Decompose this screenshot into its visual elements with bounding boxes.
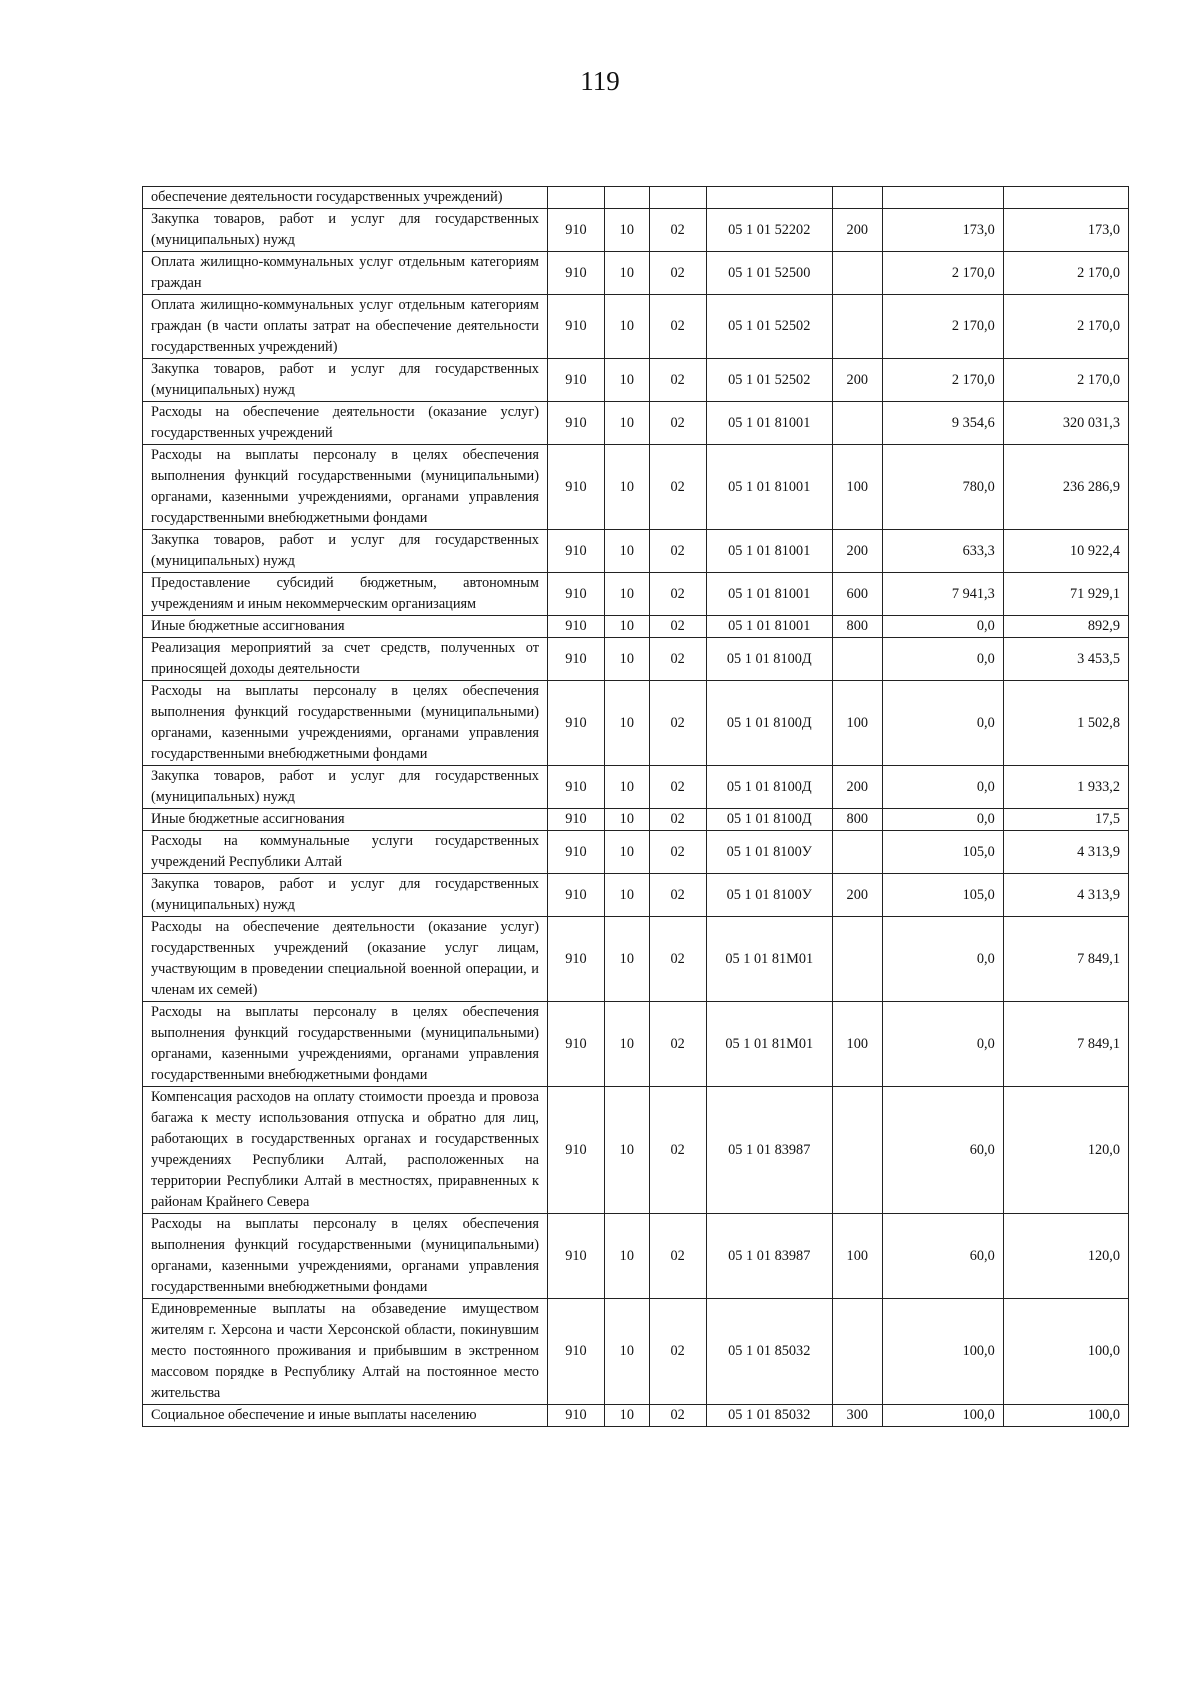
row-expense-type-cell xyxy=(832,831,882,874)
row-name-cell: Иные бюджетные ассигнования xyxy=(143,809,548,831)
row-name-cell: Расходы на выплаты персоналу в целях обеспечения выполнения функций государственными (муниципальными) органами, казенными учреждениями, органами управления государственными внебюджетными фондами xyxy=(143,445,548,530)
row-section-cell: 10 xyxy=(604,402,649,445)
row-amount-1-cell: 0,0 xyxy=(882,1002,1003,1087)
row-target-code-cell: 05 1 01 85032 xyxy=(706,1405,832,1427)
table-row xyxy=(143,573,1129,616)
row-subsection-cell: 02 xyxy=(649,295,706,359)
row-name-cell: Оплата жилищно-коммунальных услуг отдельным категориям граждан (в части оплаты затрат на обеспечение деятельности государственных учреждений) xyxy=(143,295,548,359)
row-section-cell: 10 xyxy=(604,681,649,766)
row-amount-1-cell: 2 170,0 xyxy=(882,252,1003,295)
row-subsection-cell: 02 xyxy=(649,766,706,809)
row-target-code-cell: 05 1 01 8100Д xyxy=(706,809,832,831)
row-amount-1-cell: 2 170,0 xyxy=(882,359,1003,402)
row-grbs-cell: 910 xyxy=(547,445,604,530)
row-target-code-cell: 05 1 01 52500 xyxy=(706,252,832,295)
row-target-code-cell: 05 1 01 81М01 xyxy=(706,1002,832,1087)
table-row xyxy=(143,766,1129,809)
row-subsection-cell: 02 xyxy=(649,1299,706,1405)
row-expense-type-cell: 200 xyxy=(832,874,882,917)
row-grbs-cell: 910 xyxy=(547,295,604,359)
row-target-code-cell: 05 1 01 8100Д xyxy=(706,766,832,809)
row-amount-1-cell: 105,0 xyxy=(882,874,1003,917)
row-subsection-cell: 02 xyxy=(649,1214,706,1299)
row-subsection-cell: 02 xyxy=(649,402,706,445)
row-section-cell: 10 xyxy=(604,530,649,573)
row-grbs-cell: 910 xyxy=(547,831,604,874)
row-expense-type-cell xyxy=(832,1299,882,1405)
row-section-cell: 10 xyxy=(604,1299,649,1405)
row-amount-1-cell: 60,0 xyxy=(882,1214,1003,1299)
row-amount-1-cell: 780,0 xyxy=(882,445,1003,530)
row-amount-2-cell: 2 170,0 xyxy=(1003,359,1128,402)
row-subsection-cell: 02 xyxy=(649,917,706,1002)
row-expense-type-cell xyxy=(832,187,882,209)
row-name-cell: обеспечение деятельности государственных учреждений) xyxy=(143,187,548,209)
row-amount-2-cell: 173,0 xyxy=(1003,209,1128,252)
row-amount-2-cell: 320 031,3 xyxy=(1003,402,1128,445)
row-subsection-cell: 02 xyxy=(649,874,706,917)
row-subsection-cell xyxy=(649,187,706,209)
table-row xyxy=(143,295,1129,359)
table-row xyxy=(143,359,1129,402)
row-name-cell: Расходы на обеспечение деятельности (оказание услуг) государственных учреждений xyxy=(143,402,548,445)
row-subsection-cell: 02 xyxy=(649,638,706,681)
row-amount-2-cell: 71 929,1 xyxy=(1003,573,1128,616)
row-name-cell: Расходы на выплаты персоналу в целях обеспечения выполнения функций государственными (муниципальными) органами, казенными учреждениями, органами управления государственными внебюджетными фондами xyxy=(143,1002,548,1087)
row-grbs-cell: 910 xyxy=(547,573,604,616)
row-amount-2-cell: 892,9 xyxy=(1003,616,1128,638)
row-amount-2-cell: 236 286,9 xyxy=(1003,445,1128,530)
row-amount-1-cell: 9 354,6 xyxy=(882,402,1003,445)
row-amount-1-cell: 0,0 xyxy=(882,766,1003,809)
row-section-cell: 10 xyxy=(604,252,649,295)
row-expense-type-cell: 200 xyxy=(832,766,882,809)
row-section-cell: 10 xyxy=(604,209,649,252)
row-name-cell: Закупка товаров, работ и услуг для государственных (муниципальных) нужд xyxy=(143,359,548,402)
row-amount-2-cell: 2 170,0 xyxy=(1003,252,1128,295)
row-grbs-cell: 910 xyxy=(547,638,604,681)
row-name-cell: Расходы на обеспечение деятельности (оказание услуг) государственных учреждений (оказание услуг лицам, участвующим в проведении специальной военной операции, и членам их семей) xyxy=(143,917,548,1002)
row-subsection-cell: 02 xyxy=(649,445,706,530)
table-row xyxy=(143,402,1129,445)
row-amount-2-cell: 100,0 xyxy=(1003,1405,1128,1427)
row-expense-type-cell xyxy=(832,252,882,295)
row-subsection-cell: 02 xyxy=(649,573,706,616)
row-target-code-cell: 05 1 01 83987 xyxy=(706,1214,832,1299)
table-row xyxy=(143,831,1129,874)
row-expense-type-cell: 100 xyxy=(832,681,882,766)
row-section-cell: 10 xyxy=(604,831,649,874)
row-expense-type-cell: 200 xyxy=(832,530,882,573)
row-section-cell: 10 xyxy=(604,616,649,638)
table-row xyxy=(143,616,1129,638)
row-name-cell: Расходы на коммунальные услуги государственных учреждений Республики Алтай xyxy=(143,831,548,874)
row-name-cell: Социальное обеспечение и иные выплаты населению xyxy=(143,1405,548,1427)
row-amount-2-cell: 1 933,2 xyxy=(1003,766,1128,809)
row-grbs-cell: 910 xyxy=(547,681,604,766)
row-amount-1-cell: 105,0 xyxy=(882,831,1003,874)
row-grbs-cell: 910 xyxy=(547,874,604,917)
row-grbs-cell: 910 xyxy=(547,402,604,445)
row-target-code-cell: 05 1 01 8100У xyxy=(706,874,832,917)
row-amount-2-cell: 2 170,0 xyxy=(1003,295,1128,359)
row-expense-type-cell xyxy=(832,1087,882,1214)
row-amount-1-cell: 0,0 xyxy=(882,681,1003,766)
table-row xyxy=(143,809,1129,831)
row-amount-1-cell xyxy=(882,187,1003,209)
row-amount-2-cell xyxy=(1003,187,1128,209)
row-grbs-cell: 910 xyxy=(547,1214,604,1299)
row-grbs-cell: 910 xyxy=(547,1405,604,1427)
row-subsection-cell: 02 xyxy=(649,681,706,766)
row-amount-2-cell: 7 849,1 xyxy=(1003,1002,1128,1087)
row-target-code-cell: 05 1 01 81001 xyxy=(706,573,832,616)
row-name-cell: Иные бюджетные ассигнования xyxy=(143,616,548,638)
row-section-cell: 10 xyxy=(604,1002,649,1087)
row-amount-1-cell: 0,0 xyxy=(882,917,1003,1002)
row-target-code-cell: 05 1 01 85032 xyxy=(706,1299,832,1405)
table-row xyxy=(143,638,1129,681)
row-subsection-cell: 02 xyxy=(649,252,706,295)
row-expense-type-cell xyxy=(832,638,882,681)
row-name-cell: Закупка товаров, работ и услуг для государственных (муниципальных) нужд xyxy=(143,209,548,252)
row-grbs-cell: 910 xyxy=(547,359,604,402)
row-amount-2-cell: 120,0 xyxy=(1003,1087,1128,1214)
row-target-code-cell: 05 1 01 81001 xyxy=(706,530,832,573)
row-target-code-cell: 05 1 01 81001 xyxy=(706,402,832,445)
row-expense-type-cell: 100 xyxy=(832,1214,882,1299)
row-expense-type-cell: 300 xyxy=(832,1405,882,1427)
row-section-cell: 10 xyxy=(604,359,649,402)
row-grbs-cell: 910 xyxy=(547,209,604,252)
row-amount-1-cell: 2 170,0 xyxy=(882,295,1003,359)
table-row xyxy=(143,681,1129,766)
row-amount-1-cell: 173,0 xyxy=(882,209,1003,252)
row-target-code-cell: 05 1 01 8100Д xyxy=(706,638,832,681)
row-subsection-cell: 02 xyxy=(649,1405,706,1427)
table-row xyxy=(143,1002,1129,1087)
row-subsection-cell: 02 xyxy=(649,831,706,874)
row-target-code-cell: 05 1 01 81М01 xyxy=(706,917,832,1002)
row-grbs-cell: 910 xyxy=(547,252,604,295)
row-subsection-cell: 02 xyxy=(649,359,706,402)
row-target-code-cell: 05 1 01 8100У xyxy=(706,831,832,874)
table-row xyxy=(143,530,1129,573)
row-amount-2-cell: 7 849,1 xyxy=(1003,917,1128,1002)
row-grbs-cell: 910 xyxy=(547,766,604,809)
row-target-code-cell xyxy=(706,187,832,209)
row-amount-2-cell: 17,5 xyxy=(1003,809,1128,831)
row-grbs-cell xyxy=(547,187,604,209)
row-grbs-cell: 910 xyxy=(547,530,604,573)
row-target-code-cell: 05 1 01 52502 xyxy=(706,359,832,402)
row-grbs-cell: 910 xyxy=(547,1002,604,1087)
row-name-cell: Компенсация расходов на оплату стоимости проезда и провоза багажа к месту использования отпуска и обратно для лиц, работающих в государственных органах и государственных учреждениях Республики Алтай, расположенных на территории Республики Алтай в местностях, приравненных к районам Крайнего Севера xyxy=(143,1087,548,1214)
row-section-cell: 10 xyxy=(604,874,649,917)
table-row xyxy=(143,187,1129,209)
row-grbs-cell: 910 xyxy=(547,917,604,1002)
row-expense-type-cell: 800 xyxy=(832,616,882,638)
table-row xyxy=(143,445,1129,530)
table-row xyxy=(143,252,1129,295)
page-number: 119 xyxy=(580,66,620,96)
row-section-cell: 10 xyxy=(604,1214,649,1299)
row-target-code-cell: 05 1 01 81001 xyxy=(706,616,832,638)
row-name-cell: Закупка товаров, работ и услуг для государственных (муниципальных) нужд xyxy=(143,766,548,809)
row-amount-1-cell: 0,0 xyxy=(882,809,1003,831)
row-name-cell: Реализация мероприятий за счет средств, полученных от приносящей доходы деятельности xyxy=(143,638,548,681)
row-section-cell: 10 xyxy=(604,766,649,809)
row-amount-2-cell: 100,0 xyxy=(1003,1299,1128,1405)
row-name-cell: Предоставление субсидий бюджетным, автономным учреждениям и иным некоммерческим организациям xyxy=(143,573,548,616)
table-row xyxy=(143,209,1129,252)
table-row xyxy=(143,917,1129,1002)
table-row xyxy=(143,874,1129,917)
row-amount-2-cell: 120,0 xyxy=(1003,1214,1128,1299)
row-amount-1-cell: 633,3 xyxy=(882,530,1003,573)
row-expense-type-cell: 800 xyxy=(832,809,882,831)
row-target-code-cell: 05 1 01 8100Д xyxy=(706,681,832,766)
row-name-cell: Оплата жилищно-коммунальных услуг отдельным категориям граждан xyxy=(143,252,548,295)
table-row xyxy=(143,1087,1129,1214)
row-expense-type-cell xyxy=(832,917,882,1002)
table-row xyxy=(143,1214,1129,1299)
row-subsection-cell: 02 xyxy=(649,616,706,638)
row-expense-type-cell: 600 xyxy=(832,573,882,616)
row-amount-1-cell: 0,0 xyxy=(882,616,1003,638)
row-target-code-cell: 05 1 01 52202 xyxy=(706,209,832,252)
row-section-cell: 10 xyxy=(604,917,649,1002)
row-name-cell: Закупка товаров, работ и услуг для государственных (муниципальных) нужд xyxy=(143,874,548,917)
row-section-cell: 10 xyxy=(604,573,649,616)
row-subsection-cell: 02 xyxy=(649,809,706,831)
row-target-code-cell: 05 1 01 81001 xyxy=(706,445,832,530)
row-section-cell: 10 xyxy=(604,1405,649,1427)
row-amount-1-cell: 100,0 xyxy=(882,1405,1003,1427)
row-amount-1-cell: 0,0 xyxy=(882,638,1003,681)
row-section-cell: 10 xyxy=(604,1087,649,1214)
row-expense-type-cell: 200 xyxy=(832,209,882,252)
row-amount-2-cell: 1 502,8 xyxy=(1003,681,1128,766)
row-amount-1-cell: 60,0 xyxy=(882,1087,1003,1214)
row-section-cell xyxy=(604,187,649,209)
row-section-cell: 10 xyxy=(604,295,649,359)
row-amount-2-cell: 4 313,9 xyxy=(1003,874,1128,917)
row-section-cell: 10 xyxy=(604,638,649,681)
row-expense-type-cell: 200 xyxy=(832,359,882,402)
row-grbs-cell: 910 xyxy=(547,1087,604,1214)
row-subsection-cell: 02 xyxy=(649,1002,706,1087)
row-name-cell: Расходы на выплаты персоналу в целях обеспечения выполнения функций государственными (муниципальными) органами, казенными учреждениями, органами управления государственными внебюджетными фондами xyxy=(143,1214,548,1299)
budget-table xyxy=(142,186,1129,1427)
row-name-cell: Единовременные выплаты на обзаведение имуществом жителям г. Херсона и части Херсонской области, покинувшим место постоянного проживания и прибывшим в экстренном массовом порядке в Республику Алтай на постоянное место жительства xyxy=(143,1299,548,1405)
row-target-code-cell: 05 1 01 52502 xyxy=(706,295,832,359)
row-expense-type-cell: 100 xyxy=(832,1002,882,1087)
row-subsection-cell: 02 xyxy=(649,530,706,573)
row-amount-2-cell: 3 453,5 xyxy=(1003,638,1128,681)
row-target-code-cell: 05 1 01 83987 xyxy=(706,1087,832,1214)
row-name-cell: Расходы на выплаты персоналу в целях обеспечения выполнения функций государственными (муниципальными) органами, казенными учреждениями, органами управления государственными внебюджетными фондами xyxy=(143,681,548,766)
table-body xyxy=(143,187,1129,1427)
row-section-cell: 10 xyxy=(604,445,649,530)
row-expense-type-cell xyxy=(832,295,882,359)
row-amount-1-cell: 100,0 xyxy=(882,1299,1003,1405)
row-grbs-cell: 910 xyxy=(547,616,604,638)
row-amount-2-cell: 4 313,9 xyxy=(1003,831,1128,874)
row-section-cell: 10 xyxy=(604,809,649,831)
row-grbs-cell: 910 xyxy=(547,809,604,831)
table-row xyxy=(143,1299,1129,1405)
row-subsection-cell: 02 xyxy=(649,1087,706,1214)
row-amount-1-cell: 7 941,3 xyxy=(882,573,1003,616)
row-subsection-cell: 02 xyxy=(649,209,706,252)
row-expense-type-cell: 100 xyxy=(832,445,882,530)
row-name-cell: Закупка товаров, работ и услуг для государственных (муниципальных) нужд xyxy=(143,530,548,573)
row-amount-2-cell: 10 922,4 xyxy=(1003,530,1128,573)
row-expense-type-cell xyxy=(832,402,882,445)
table-row xyxy=(143,1405,1129,1427)
row-grbs-cell: 910 xyxy=(547,1299,604,1405)
